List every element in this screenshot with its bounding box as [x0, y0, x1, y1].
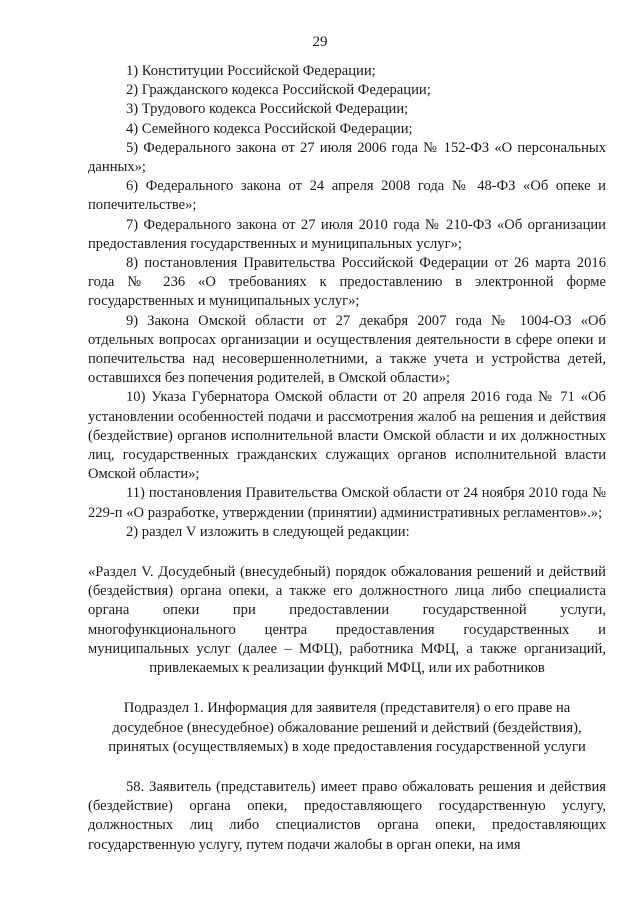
list-item-9: 9) Закона Омской области от 27 декабря 2007 года № 1004-ОЗ «Об отдельных вопросах организации и осуществления деятельности в сфере опеки и попечительства над несовершеннолетними, а также учета и устройства детей, оставшихся без попечения родителей, в Омской области»;	[88, 312, 606, 387]
list-item-4: 4) Семейного кодекса Российской Федерации;	[126, 120, 413, 137]
list-item-11: 11) постановления Правительства Омской области от 24 ноября 2010 года № 229-п «О разработке, утверждении (принятии) административных регламентов».»;	[88, 485, 606, 521]
list-item-3: 3) Трудового кодекса Российской Федерации;	[126, 101, 409, 118]
page-number: 29	[312, 34, 328, 50]
subsection-heading: Подраздел 1. Информация для заявителя (представителя) о его праве на досудебное (внесудебное) обжалование решений и действий (бездействия), принятых (осуществляемых) в ходе предоставления государственной услуги	[108, 700, 586, 755]
spacer	[88, 678, 606, 699]
spacer	[88, 542, 606, 563]
list-item-1: 1) Конституции Российской Федерации;	[126, 63, 376, 79]
amendment-line: 2) раздел V изложить в следующей редакции:	[126, 523, 410, 540]
list-item-5: 5) Федерального закона от 27 июля 2006 года № 152-ФЗ «О персональных данных»;	[88, 139, 606, 176]
list-item-10: 10) Указа Губернатора Омской области от 20 апреля 2016 года № 71 «Об установлении особенностей подачи и рассмотрения жалоб на решения и действия (бездействие) органов исполнительной власти Омской области и их должностных лиц, государственных гражданских служащих органов исполнительной власти Омской области»;	[88, 389, 606, 483]
list-item-6: 6) Федерального закона от 24 апреля 2008 года № 48-ФЗ «Об опеке и попечительстве»;	[88, 178, 606, 214]
document-body	[88, 62, 606, 855]
paragraph-58: 58. Заявитель (представитель) имеет право обжаловать решения и действия (бездействие) органа опеки, предоставляющего государственную услугу, должностных лиц либо специалистов органа опеки, предоставляющих государственную услугу, путем подачи жалобы в орган опеки, на имя	[88, 778, 606, 853]
list-item-7: 7) Федерального закона от 27 июля 2010 года № 210-ФЗ «Об организации предоставления государственных и муниципальных услуг»;	[88, 216, 606, 252]
spacer	[88, 757, 606, 778]
list-item-8: 8) постановления Правительства Российской Федерации от 26 марта 2016 года № 236 «О требованиях к предоставлению в электронной форме государственных и муниципальных услуг»;	[88, 255, 606, 310]
list-item-2: 2) Гражданского кодекса Российской Федерации;	[126, 82, 431, 99]
section-heading: «Раздел V. Досудебный (внесудебный) порядок обжалования решений и действий (бездействия) органа опеки, а также его должностного лица либо специалиста органа опеки при предоставлении государственной услуги, многофункционального центра предоставления государственных и муниципальных услуг (далее – МФЦ), работника МФЦ, а также организаций, привлекаемых к реализации функций МФЦ, или их работников	[88, 564, 606, 677]
